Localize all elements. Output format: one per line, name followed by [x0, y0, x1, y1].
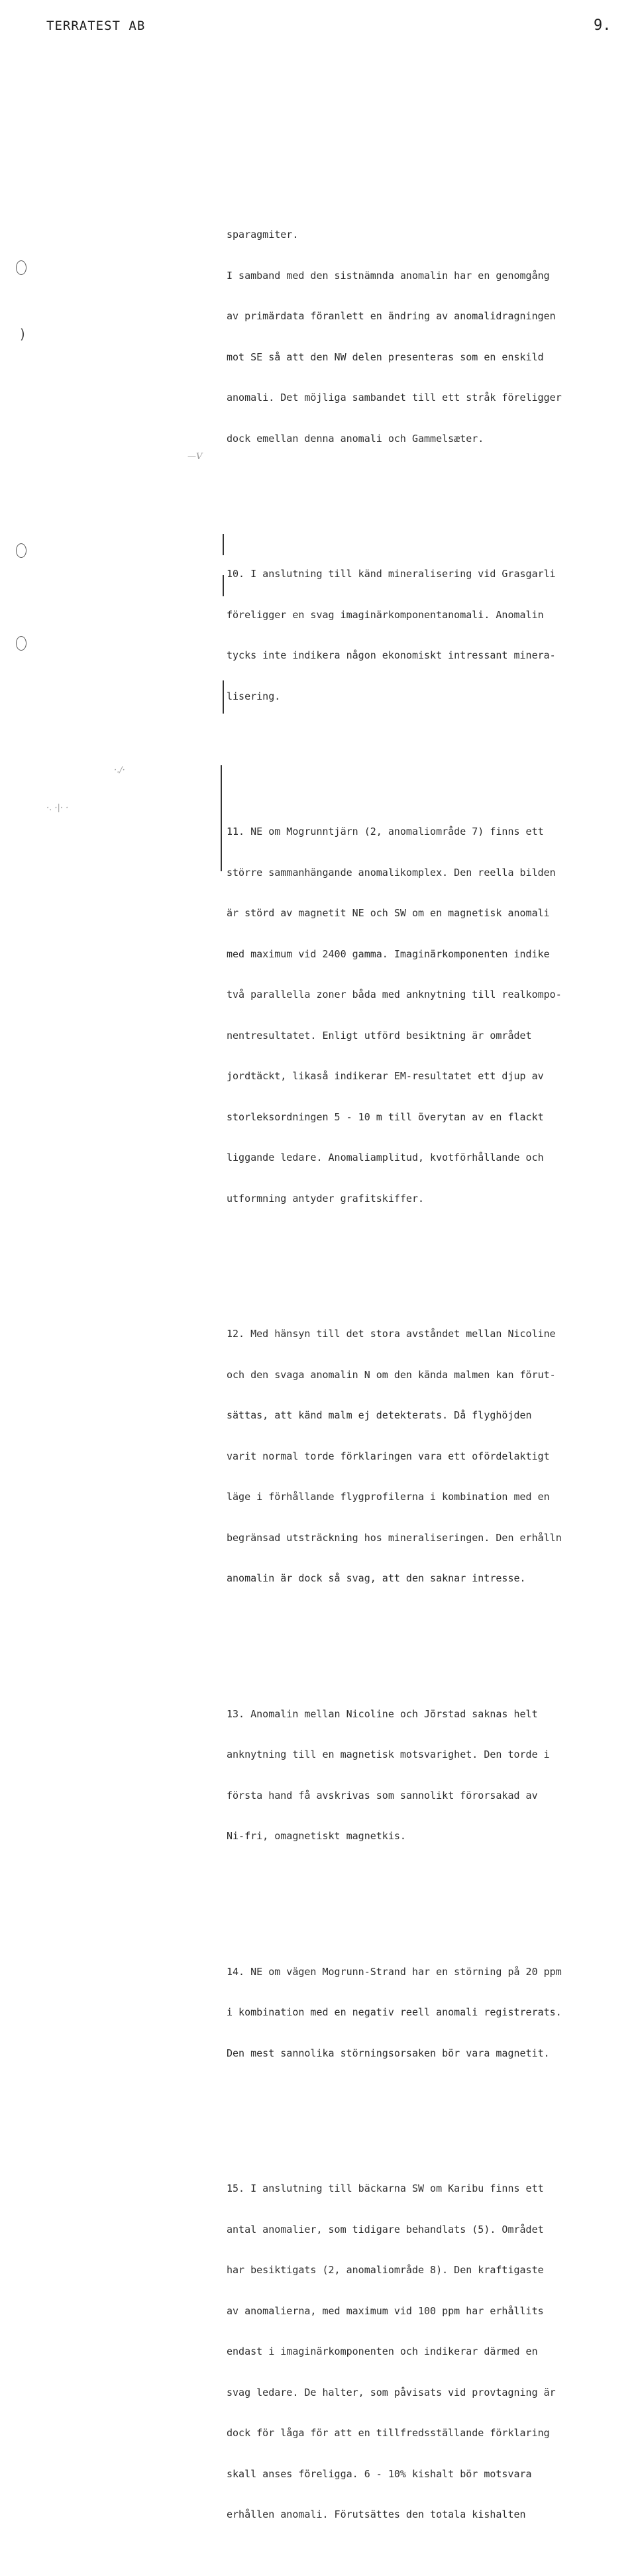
- text-line: två parallella zoner båda med anknytning till realkompo-: [227, 989, 562, 1000]
- text-line: erhållen anomali. Förutsättes den totala kishalten: [227, 2508, 526, 2520]
- text-line: första hand få avskrivas som sannolikt förorsakad av: [227, 1789, 538, 1801]
- text-line: har besiktigats (2, anomaliområde 8). Den kraftigaste: [227, 2264, 544, 2276]
- text-line: Ni-fri, omagnetiskt magnetkis.: [227, 1830, 406, 1842]
- text-line: Den mest sannolika störningsorsaken bör vara magnetit.: [227, 2047, 550, 2059]
- text-line: utformning antyder grafitskiffer.: [227, 1192, 425, 1205]
- text-line: anknytning till en magnetisk motsvarighet. Den torde i: [227, 1748, 550, 1760]
- text-line: 12. Med hänsyn till det stora avståndet mellan Nicoline: [227, 1328, 556, 1340]
- margin-bar: [223, 680, 224, 714]
- paragraph-13: [227, 1680, 624, 1870]
- text-line: svag ledare. De halter, som påvisats vid provtagning är: [227, 2386, 556, 2398]
- text-line: med maximum vid 2400 gamma. Imaginärkomponenten indike: [227, 947, 550, 960]
- text-line: 15. I anslutning till bäckarna SW om Karibu finns ett: [227, 2182, 544, 2194]
- margin-bar: [221, 765, 222, 871]
- text-line: anomalin är dock så svag, att den saknar intresse.: [227, 1572, 526, 1584]
- text-line: större sammanhängande anomalikomplex. Den reella bilden: [227, 866, 556, 879]
- page-number: 9.: [594, 17, 611, 34]
- pencil-mark: ·. ·|· ·: [46, 803, 69, 813]
- text-line: skall anses föreligga. 6 - 10% kishalt bör motsvara: [227, 2467, 532, 2480]
- text-line: jordtäckt, likaså indikerar EM-resultatet ett djup av: [227, 1070, 544, 1082]
- text-line: nentresultatet. Enligt utförd besiktning är området: [227, 1029, 532, 1042]
- binder-hole-icon: [16, 636, 26, 651]
- text-line: begränsad utsträckning hos mineraliseringen. Den erhålln: [227, 1531, 562, 1544]
- paragraph-11: [227, 798, 624, 1232]
- text-line: är störd av magnetit NE och SW om en magnetisk anomali: [227, 907, 550, 919]
- text-line: I samband med den sistnämnda anomalin har en genomgång: [227, 269, 550, 282]
- text-line: anomali. Det möjliga sambandet till ett stråk föreligger: [227, 392, 562, 403]
- text-line: mot SE så att den NW delen presenteras som en enskild: [227, 350, 544, 363]
- text-line: 10. I anslutning till känd mineralisering vid Grasgarli: [227, 568, 556, 580]
- text-line: sparagmiter.: [227, 229, 299, 241]
- text-line: dock för låga för att en tillfredsställande förklaring: [227, 2427, 550, 2439]
- text-line: föreligger en svag imaginärkomponentanomali. Anomalin: [227, 608, 544, 621]
- pencil-mark: ·./·: [114, 765, 125, 775]
- binder-hole-icon: [16, 260, 26, 275]
- text-line: dock emellan denna anomali och Gammelsæter.: [227, 432, 484, 445]
- margin-bar: [223, 575, 224, 596]
- text-line: antal anomalier, som tidigare behandlats (5). Området: [227, 2223, 544, 2235]
- text-line: och den svaga anomalin N om den kända malmen kan förut-: [227, 1368, 556, 1381]
- text-line: läge i förhållande flygprofilerna i kombination med en: [227, 1491, 550, 1503]
- text-line: 11. NE om Mogrunntjärn (2, anomaliområde 7) finns ett: [227, 826, 544, 837]
- text-line: tycks inte indikera någon ekonomiskt intressant minera-: [227, 649, 556, 661]
- text-line: liggande ledare. Anomaliamplitud, kvotförhållande och: [227, 1152, 544, 1163]
- text-line: 14. NE om vägen Mogrunn-Strand har en störning på 20 ppm: [227, 1965, 562, 1978]
- pencil-mark: —V: [187, 452, 203, 462]
- text-line: 13. Anomalin mellan Nicoline och Jörstad saknas helt: [227, 1707, 538, 1720]
- binder-hole-icon: [16, 543, 26, 558]
- paragraph-14: [227, 1938, 624, 2088]
- report-body: [227, 174, 624, 2576]
- edge-bracket-mark: ): [20, 326, 25, 342]
- text-line: storleksordningen 5 - 10 m till överytan av en flackt: [227, 1110, 544, 1123]
- text-line: av primärdata föranlett en ändring av anomalidragningen: [227, 310, 556, 322]
- text-line: endast i imaginärkomponenten och indikerar därmed en: [227, 2345, 538, 2357]
- text-line: sättas, att känd malm ej detekterats. Då flyghöjden: [227, 1409, 532, 1421]
- text-line: lisering.: [227, 690, 281, 702]
- paragraph-intro: [227, 201, 624, 472]
- paragraph-10: [227, 540, 624, 730]
- text-line: varit normal torde förklaringen vara ett ofördelaktigt: [227, 1450, 550, 1462]
- text-line: av anomalierna, med maximum vid 100 ppm har erhållits: [227, 2304, 544, 2317]
- paragraph-15: [227, 2155, 624, 2549]
- company-header: TERRATEST AB: [46, 19, 146, 33]
- paragraph-12: [227, 1300, 624, 1613]
- text-line: i kombination med en negativ reell anomali registrerats.: [227, 2006, 562, 2018]
- margin-bar: [223, 534, 224, 555]
